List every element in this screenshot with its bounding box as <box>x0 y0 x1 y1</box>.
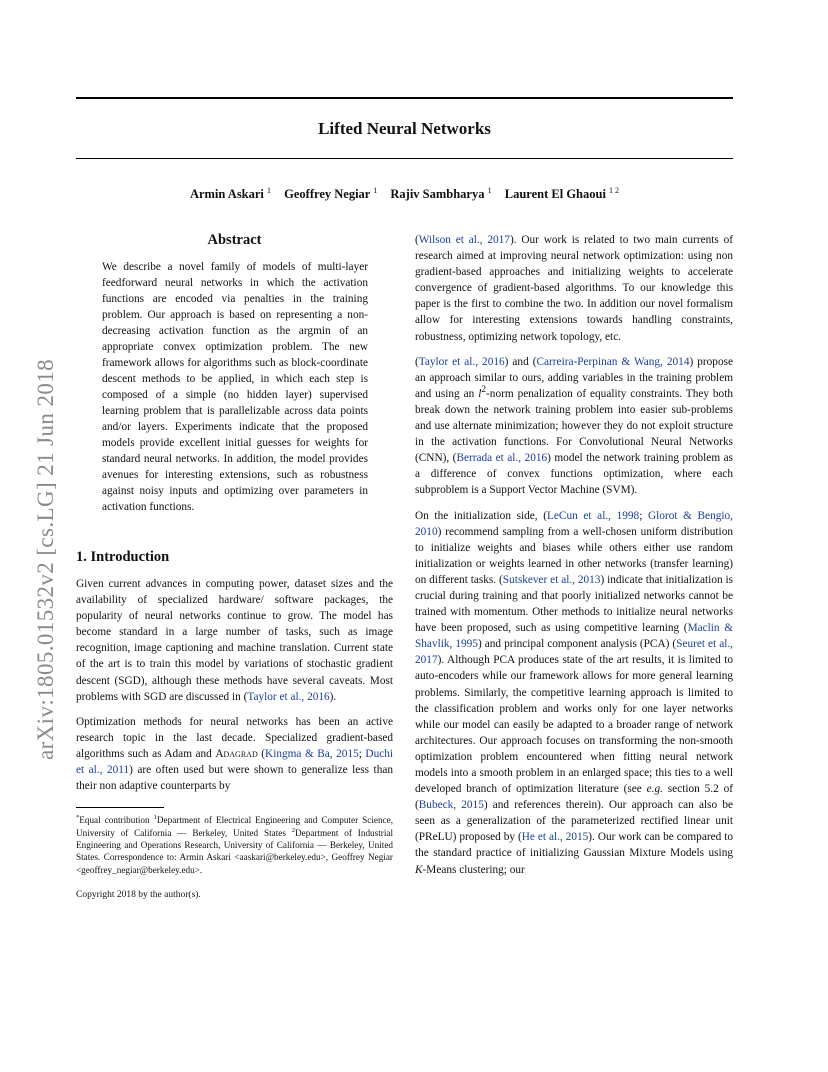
math-l: l <box>478 387 482 400</box>
paragraph-text: Given current advances in computing power, dataset sizes and the availability of specialized hardware/ software packages, the popularity of neural networks continue to grow. The model has become standard in a large number of tasks, such as image recognition, image captioning and machine translation. Current state of the art is to train this model by variations of stochastic gradient descent (SGD), although these methods have several caveats. Most problems with SGD are discussed in <box>76 578 393 703</box>
adagrad-term: Adagrad <box>215 747 258 760</box>
author-name: Rajiv Sambharya <box>390 187 485 201</box>
emphasis-eg: e.g. <box>646 783 663 796</box>
title-rule-bottom <box>76 158 733 159</box>
paragraph-text: ) are often used but were shown to generalize less than their non adaptive counterparts by <box>76 764 394 793</box>
section-heading-introduction: 1. Introduction <box>76 549 170 565</box>
abstract-heading: Abstract <box>207 232 262 248</box>
author-3 <box>390 187 491 201</box>
author-affil: 1 <box>373 185 378 195</box>
citation-link[interactable]: LeCun et al., 1998 <box>547 509 640 522</box>
intro-paragraph-1: Given current advances in computing power, dataset sizes and the availability of specialized hardware/ software packages, the popularity of neural networks continue to grow. The model has become standard in a large number of tasks, such as image recognition, image captioning and machine translation. Current state of the art is to train this model by variations of stochastic gradient descent (SGD), although these methods have several caveats. Most problems with SGD are discussed in (Taylor et al., 2016). <box>76 578 393 703</box>
paragraph-text: -norm penalization of equality constraints. They both break down the network training problem into easier sub-problems and use alternate minimization; however they do not exploit structure in the activation functions. For Convolutional Neural Networks (CNN), ( <box>415 387 733 465</box>
citation-link[interactable]: Maclin & Shavlik, 1995 <box>415 622 733 651</box>
author-list <box>76 187 733 202</box>
left-column <box>76 232 393 900</box>
citation-link[interactable]: Kingma & Ba, 2015 <box>265 747 359 760</box>
paragraph-text: -Means clustering; our <box>422 863 525 876</box>
paragraph-text: ) and ( <box>504 355 537 368</box>
paragraph-text: ). <box>329 690 337 703</box>
footnote-affiliation-1: Department of Electrical Engineering and Computer Science, University of California — Berkeley, United States <box>76 815 394 838</box>
citation-link[interactable]: He et al., 2015 <box>521 831 589 844</box>
citation-link[interactable]: Wilson et al., 2017 <box>418 234 510 246</box>
paragraph-text: ). Our work can be compared to the standard practice of initializing Gaussian Mixture Models using <box>415 831 733 860</box>
citation-link[interactable]: Taylor et al., 2016 <box>247 690 330 703</box>
copyright-notice: Copyright 2018 by the author(s). <box>76 890 201 901</box>
intro-paragraph-2: Optimization methods for neural networks has been an active research topic in the last decade. Specialized gradient-based algorithms such as Adam and Adagrad (Kingma & Ba, 2015; Duchi et al., 2011) are often used but were shown to generalize less than their non adaptive counterparts by <box>76 715 394 793</box>
arxiv-sidebar-identifier: arXiv:1805.01532v2 [cs.LG] 21 Jun 2018 <box>33 358 58 760</box>
math-k: K <box>415 863 423 876</box>
citation-link[interactable]: Taylor et al., 2016 <box>418 355 505 368</box>
paragraph-text: section 5.2 of ( <box>415 783 733 812</box>
author-affil: 1 <box>487 185 492 195</box>
citation-link[interactable]: Seuret et al., 2017 <box>415 638 734 667</box>
right-paragraph-3: On the initialization side, (LeCun et al., 1998; Glorot & Bengio, 2010) recommend sampling from a well-chosen uniform distribution to initialize weights and biases while others either use random initialization or weights learned in other networks (transfer learning) on different tasks. (Sutskever et al., 2013) indicate that initialization is crucial during training and that poorly initialized networks cannot be trained with momentum. Other methods to initialize neural networks have been proposed, such as using competitive learning (Maclin & Shavlik, 1995) and principal component analysis (PCA) (Seuret et al., 2017). Although PCA produces state of the art results, it is limited to auto-encoders while our framework allows for more general learning problems. Similarly, the competitive learning approach is limited to the classification problem and works only for one layer networks while our model can easily be adapted to a broader range of network architectures. Our approach focuses on transforming the non-smooth optimization problem encountered when fitting neural network models into a smooth problem in an enlarged space; this ties to a well developed branch of optimization literature (see e.g. section 5.2 of (Bubeck, 2015) and references therein). Our approach can also be seen as a generalization of the parameterized rectified linear unit (PReLU) proposed by (He et al., 2015). Our work can be compared to the standard practice of initializing Gaussian Mixture Models using K-Means clustering; our <box>415 509 734 876</box>
citation-link[interactable]: Berrada et al., 2016 <box>456 452 548 465</box>
paragraph-text: ) and principal component analysis (PCA) ( <box>477 638 677 651</box>
paragraph-text: Optimization methods for neural networks has been an active research topic in the last decade. Specialized gradient-based algorithms such as Adam and <box>76 715 393 760</box>
paragraph-text: ) and references therein). Our approach can also be seen as a generalization of the parameterized rectified linear unit (PReLU) proposed by ( <box>415 799 733 844</box>
author-name: Laurent El Ghaoui <box>504 187 606 201</box>
citation-link[interactable]: Duchi et al., 2011 <box>76 747 394 777</box>
author-4 <box>505 187 619 201</box>
paragraph-text: On the initialization side, ( <box>415 509 548 522</box>
paper-title: Lifted Neural Networks <box>318 119 491 138</box>
paragraph-text: ) model the network training problem as a difference of convex functions optimization, where each subproblem is a Support Vector Machine (SVM). <box>415 452 733 497</box>
citation-link[interactable]: Sutskever et al., 2013 <box>502 573 601 586</box>
author-name: Armin Askari <box>189 187 264 201</box>
paragraph-text: ). Our work is related to two main currents of research aimed at improving neural network optimization: using non gradient-based approaches and initializing weights to accelerate convergence of gradient-based algorithms. To our knowledge this paper is the first to combine the two. In addition our novel formalism allow for interesting extensions towards handling constraints, robustness, optimizing network topology, etc. <box>415 234 734 343</box>
author-2 <box>284 187 377 201</box>
citation-link[interactable]: Carreira-Perpinan & Wang, 2014 <box>536 355 690 368</box>
footnote: *Equal contribution $^1$Department of Electrical Engineering and Computer Science, University of California — Berkeley, United States $^2$Department of Industrial Engineering and Operations Research, University of California — Berkeley, United States. Correspondence to: Armin Askari <aaskari@berkeley.edu>, Geoffrey Negiar <geoffrey_negiar@berkeley.edu>. <box>76 814 394 875</box>
right-column <box>415 232 733 887</box>
citation-link[interactable]: Bubeck, 2015 <box>418 799 484 812</box>
footnote-rule <box>76 807 164 808</box>
author-affil: 1 2 <box>609 185 620 195</box>
author-affil: 1 <box>267 185 272 195</box>
title-rule-top <box>76 97 733 99</box>
paragraph-text: ) indicate that initialization is crucial during training and that poorly initialized networks cannot be trained with momentum. Other methods to initialize neural networks have been proposed, such as using competitive learning ( <box>415 573 734 635</box>
paragraph-text: ) recommend sampling from a well-chosen uniform distribution to initialize weights and biases while others either use random initialization or weights learned in other networks (transfer learning) on different tasks. ( <box>415 525 733 586</box>
author-1 <box>190 187 271 201</box>
paragraph-text: ). Although PCA produces state of the art results, it is limited to auto-encoders while our framework allows for more general learning problems. Similarly, the competitive learning approach is limited to the classification problem and works only for one layer networks while our model can easily be adapted to a broader range of network architectures. Our approach focuses on transforming the non-smooth optimization problem encountered when fitting neural network models into a smooth problem in an enlarged space; this ties to a well developed branch of optimization literature (see <box>415 654 733 796</box>
right-paragraph-1: (Wilson et al., 2017). Our work is related to two main currents of research aimed at improving neural network optimization: using non gradient-based approaches and initializing weights to accelerate convergence of gradient-based algorithms. To our knowledge this paper is the first to combine the two. In addition our novel formalism allow for interesting extensions towards handling constraints, robustness, optimizing network topology, etc. <box>415 234 734 343</box>
footnote-affiliation-2: Department of Industrial Engineering and Operations Research, University of California — Berkeley, United States. Correspondence to: Armin Askari <aaskari@berkeley.edu>, Geoffrey Negiar <geoffrey_negiar@berkeley.edu>. <box>76 827 394 875</box>
abstract-text: We describe a novel family of models of multi-layer feedforward neural networks in which the activation functions are encoded via penalties in the training problem. Our approach is based on representing a non-decreasing activation function as the argmin of an appropriate convex optimization problem. The new framework allows for algorithms such as block-coordinate descent methods to be applied, in which each step is composed of a simple (no hidden layer) supervised learning problem that is parallelizable across data points and/or layers. Experiments indicate that the proposed models provide excellent initial guesses for weights for standard neural networks. In addition, the model provides avenues for interesting extensions, such as robustness against noisy inputs and optimizing over parameters in activation functions. <box>102 261 368 513</box>
author-name: Geoffrey Negiar <box>284 187 371 201</box>
citation-link[interactable]: Glorot & Bengio, 2010 <box>415 509 733 538</box>
right-paragraph-2: (Taylor et al., 2016) and (Carreira-Perpinan & Wang, 2014) propose an approach similar to ours, adding variables in the training problem and using an $l^2$-norm penalization of equality constraints. They both break down the network training problem into easier sub-problems and use alternate minimization; however they do not exploit structure in the activation functions. For Convolutional Neural Networks (CNN), (Berrada et al., 2016) model the network training problem as a difference of convex functions optimization, where each subproblem is a Support Vector Machine (SVM). <box>415 355 734 497</box>
paragraph-text: ) propose an approach similar to ours, adding variables in the training problem and using an <box>415 355 734 400</box>
footnote-equal-contribution: Equal contribution <box>79 815 150 826</box>
